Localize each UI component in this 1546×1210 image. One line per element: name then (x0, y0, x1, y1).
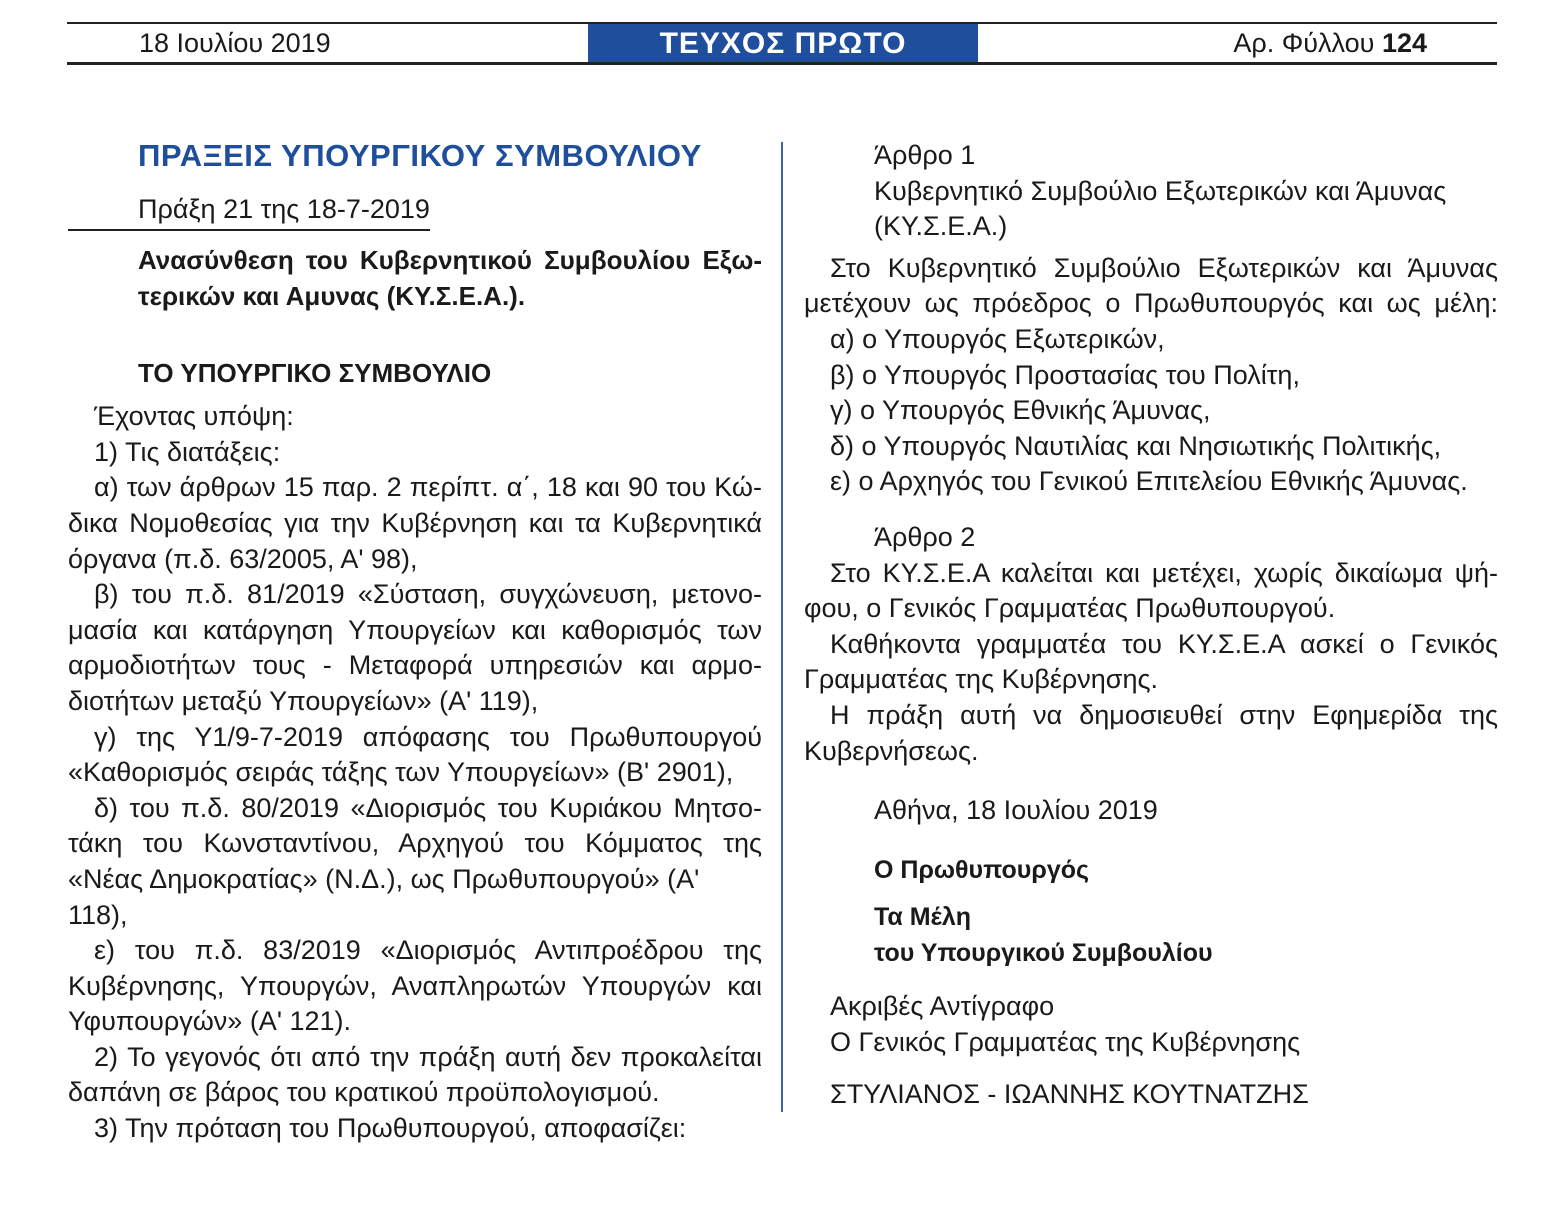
text-line: Κυβερνήσεως. (804, 735, 979, 766)
text-line: «Νέας Δημοκρατίας» (Ν.Δ.), ως Πρωθυπουργού» (Α' 118), (68, 863, 700, 930)
text-line: μετέχουν ως πρόεδρος ο Πρωθυπουργός και ως μέλη: (804, 288, 1498, 319)
considerations (68, 399, 762, 1146)
act-subject (138, 243, 762, 314)
subject-line: τερικών και Αμυνας (ΚΥ.Σ.Ε.Α.). (138, 280, 526, 311)
text-line: 3) Την πρόταση του Πρωθυπουργού, αποφασίζει: (94, 1113, 687, 1144)
header-date: 18 Ιουλίου 2019 (139, 28, 331, 58)
act-text: Πράξη 21 της 18-7-2019 (138, 194, 430, 224)
text-line: τάκη του Κωνσταντίνου, Αρχηγού του Κόμματος της (68, 828, 762, 859)
members-label: του Υπουργικού Συμβουλίου (874, 938, 1213, 967)
text-line: δαπάνη σε βάρος του κρατικού προϋπολογισμού. (68, 1077, 660, 1108)
text-line: διοτήτων μεταξύ Υπουργείων» (Α' 119), (68, 685, 539, 716)
text-line: α) ο Υπουργός Εξωτερικών, (830, 323, 1165, 354)
text-line: Κυβέρνησης, Υπουργών, Αναπληρωτών Υπουργών και (68, 970, 762, 1001)
text-line: β) του π.δ. 81/2019 «Σύσταση, συγχώνευση, μετονο- (94, 579, 762, 610)
right-column (804, 130, 1498, 1112)
place-date: Αθήνα, 18 Ιουλίου 2019 (874, 795, 1158, 826)
signatory-name: ΣΤΥΛΙΑΝΟΣ - ΙΩΑΝΝΗΣ ΚΟΥΤΝΑΤΖΗΣ (830, 1078, 1309, 1109)
article-1-title: Κυβερνητικό Συμβούλιο Εξωτερικών και Άμυνας (874, 175, 1447, 206)
article-1-heading: Άρθρο 1 (874, 140, 976, 170)
text-line: όργανα (π.δ. 63/2005, Α' 98), (68, 543, 418, 574)
sheet-number (1233, 28, 1427, 59)
text-line: «Καθορισμός σειράς τάξης των Υπουργείων» (Β' 2901), (68, 757, 734, 788)
text-line: Στο ΚΥ.Σ.Ε.Α καλείται και μετέχει, χωρίς δικαίωμα ψή- (830, 557, 1498, 588)
gazette-header (67, 22, 1497, 64)
issue-banner: ΤΕΥΧΟΣ ΠΡΩΤΟ (588, 24, 978, 62)
sheet-label: Αρ. Φύλλου (1233, 28, 1375, 58)
text-line: γ) της Υ1/9-7-2019 απόφασης του Πρωθυπουργού (94, 721, 762, 752)
text-line: δικα Νομοθεσίας για την Κυβέρνηση και τα Κυβερνητικά (68, 507, 762, 538)
text-line: αρμοδιοτήτων τους - Μεταφορά υπηρεσιών και αρμο- (68, 650, 762, 681)
text-line: ε) του π.δ. 83/2019 «Διορισμός Αντιπροέδρου της (94, 935, 762, 966)
pm-signature-label: Ο Πρωθυπουργός (874, 855, 1090, 884)
text-line: 1) Τις διατάξεις: (94, 436, 281, 467)
copy-label: Ακριβές Αντίγραφο (830, 991, 1055, 1022)
text-line: δ) ο Υπουργός Ναυτιλίας και Νησιωτικής Πολιτικής, (830, 430, 1442, 461)
members-label: Τα Μέλη (874, 903, 972, 932)
text-line: ε) ο Αρχηγός του Γενικού Επιτελείου Εθνικής Άμυνας. (830, 466, 1468, 497)
text-line: δ) του π.δ. 80/2019 «Διορισμός του Κυριάκου Μητσο- (94, 792, 762, 823)
text-line: Η πράξη αυτή να δημοσιευθεί στην Εφημερίδα της (830, 699, 1498, 730)
act-underline (68, 229, 430, 231)
left-column (68, 130, 762, 1147)
text-line: α) των άρθρων 15 παρ. 2 περίπτ. α΄, 18 και 90 του Κώ- (94, 472, 762, 503)
text-line: Στο Κυβερνητικό Συμβούλιο Εξωτερικών και Άμυνας (830, 252, 1498, 283)
act-number (138, 194, 430, 225)
text-line: β) ο Υπουργός Προστασίας του Πολίτη, (830, 359, 1300, 390)
text-line: Έχοντας υπόψη: (94, 401, 294, 432)
section-title: ΠΡΑΞΕΙΣ ΥΠΟΥΡΓΙΚΟΥ ΣΥΜΒΟΥΛΙΟΥ (138, 138, 702, 173)
sheet-value: 124 (1381, 28, 1427, 58)
council-heading: ΤΟ ΥΠΟΥΡΓΙΚΟ ΣΥΜΒΟΥΛΙΟ (138, 358, 492, 389)
text-line: μασία και κατάργηση Υπουργείων και καθορισμός των (68, 614, 762, 645)
text-line: Καθήκοντα γραμματέα του ΚΥ.Σ.Ε.Α ασκεί ο Γενικός (830, 628, 1498, 659)
subject-line: Ανασύνθεση του Κυβερνητικού Συμβουλίου Εξω- (138, 245, 762, 275)
header-bottom-rule (67, 62, 1497, 65)
article-1-title: (ΚΥ.Σ.Ε.Α.) (874, 211, 1008, 242)
article-2-heading: Άρθρο 2 (874, 521, 976, 552)
text-line: 2) Το γεγονός ότι από την πράξη αυτή δεν προκαλείται (94, 1041, 762, 1072)
column-divider (781, 142, 783, 1112)
copy-title: Ο Γενικός Γραμματέας της Κυβέρνησης (830, 1027, 1301, 1058)
text-line: γ) ο Υπουργός Εθνικής Άμυνας, (830, 395, 1211, 426)
text-line: Γραμματέας της Κυβέρνησης. (804, 664, 1158, 695)
text-line: φου, ο Γενικός Γραμματέας Πρωθυπουργού. (804, 593, 1336, 624)
text-line: Υφυπουργών» (Α' 121). (68, 1006, 352, 1037)
